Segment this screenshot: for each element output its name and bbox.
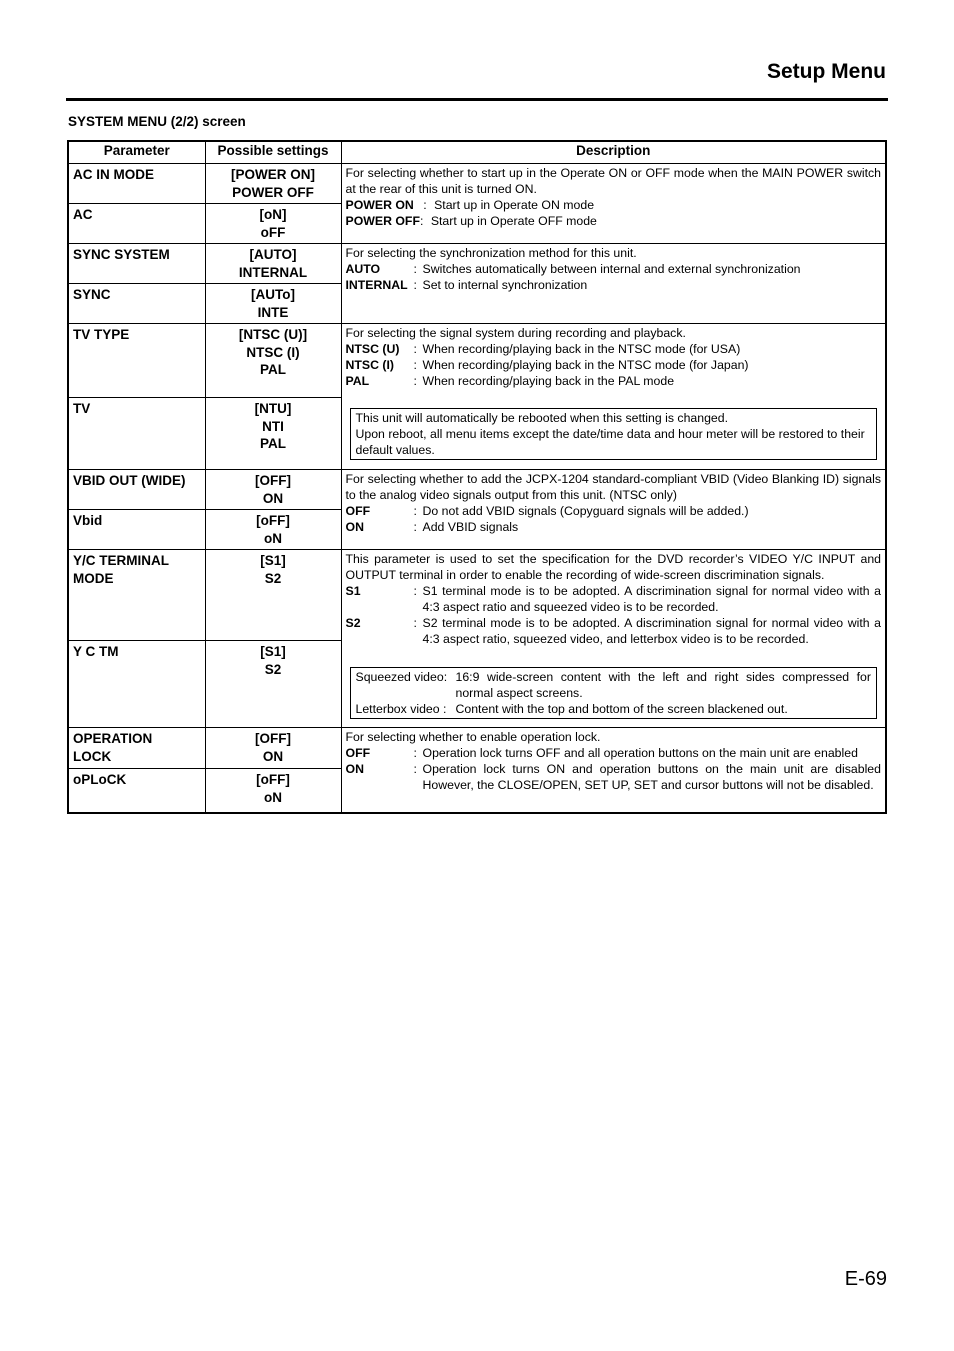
setting-value: [POWER ON] (231, 167, 315, 182)
setting-value: oN (264, 789, 282, 805)
setting-value: ON (262, 748, 284, 764)
param-name (68, 550, 205, 641)
table-row (68, 324, 886, 398)
note-box (350, 408, 878, 460)
param-description (341, 550, 886, 728)
param-name-line: Y/C TERMINAL (73, 553, 169, 568)
option-sep: : (413, 504, 417, 518)
option-sep: : (413, 358, 417, 372)
setting-value: POWER OFF (232, 184, 314, 200)
option-sep: : (413, 520, 417, 534)
option-sep: : (423, 198, 427, 212)
option-row (346, 503, 882, 519)
description-text: For selecting the synchronization method for this unit. (345, 246, 637, 260)
option-key: S2 (345, 616, 361, 630)
description-text: For selecting the signal system during recording and playback. (345, 326, 686, 340)
option-row (346, 277, 882, 293)
setting-abbreviations (205, 769, 341, 813)
option-row (346, 197, 882, 213)
table-row (68, 470, 886, 510)
setting-value: [oFF] (256, 513, 290, 528)
param-name (68, 728, 205, 769)
option-text: When recording/playing back in the NTSC mode (for USA) (422, 342, 741, 356)
param-description (341, 728, 886, 813)
setting-value: [oFF] (256, 772, 290, 787)
note-text: 16:9 wide-screen content with the left and right sides compressed for normal aspect screens. (455, 670, 871, 700)
description-text: This parameter is used to set the specification for the DVD recorder’s VIDEO Y/C INPUT and OUTPUT terminal in order to enable the recording of wide-screen discrimination signals. (345, 552, 881, 582)
option-row (346, 745, 882, 761)
param-name-line: LOCK (73, 749, 112, 764)
setting-abbreviations (205, 510, 341, 550)
page-title: Setup Menu (767, 60, 886, 83)
param-name-line: OPERATION (73, 731, 153, 746)
setting-value: ON (262, 490, 284, 506)
option-text: Switches automatically between internal and external synchronization (422, 262, 801, 276)
setting-values (205, 470, 341, 510)
option-key: S1 (345, 584, 361, 598)
param-description (341, 164, 886, 244)
setting-value: [AUTO] (249, 247, 297, 262)
setting-abbreviations (205, 641, 341, 728)
setting-value: [S1] (260, 553, 286, 568)
option-text: When recording/playing back in the NTSC mode (for Japan) (422, 358, 749, 372)
option-sep: : (413, 762, 417, 776)
note-box (350, 667, 878, 719)
param-name: SYNC SYSTEM (68, 244, 205, 284)
param-description (341, 244, 886, 324)
option-text: Set to internal synchronization (422, 278, 588, 292)
setting-values (205, 164, 341, 204)
option-key: INTERNAL (345, 278, 408, 292)
option-key: NTSC (U) (345, 342, 400, 356)
option-sep: : (413, 342, 417, 356)
setting-value: PAL (260, 362, 286, 377)
option-key: PAL (345, 374, 370, 388)
column-header-settings: Possible settings (205, 141, 341, 164)
option-text: Operation lock turns ON and operation buttons on the main unit are disabled However, the CLOSE/OPEN, SET UP, SET and cursor buttons will not be disabled. (422, 762, 881, 792)
table-row (68, 164, 886, 204)
param-abbreviation: SYNC (68, 284, 205, 324)
option-row (346, 261, 882, 277)
column-header-parameter: Parameter (68, 141, 205, 164)
param-description (341, 470, 886, 550)
setting-value: PAL (260, 436, 286, 451)
param-abbreviation: AC (68, 204, 205, 244)
setting-value: [NTSC (U)] (238, 327, 308, 342)
setting-value: INTERNAL (238, 264, 308, 280)
option-text: Do not add VBID signals (Copyguard signals will be added.) (422, 504, 749, 518)
param-abbreviation: oPLoCK (68, 769, 205, 813)
option-sep: : (413, 278, 417, 292)
option-text: When recording/playing back in the PAL mode (422, 374, 675, 388)
option-row (346, 341, 882, 357)
setting-abbreviations (205, 204, 341, 244)
param-name: AC IN MODE (68, 164, 205, 204)
setting-value: oFF (260, 224, 286, 240)
option-row (346, 213, 882, 229)
settings-table (67, 140, 887, 814)
param-name: VBID OUT (WIDE) (68, 470, 205, 510)
option-key: POWER OFF (345, 214, 420, 228)
note-key: Squeezed video: (355, 670, 448, 684)
option-row (346, 761, 882, 793)
option-sep: : (413, 262, 417, 276)
table-header-row (68, 141, 886, 164)
setting-values (205, 550, 341, 641)
setting-value: [OFF] (255, 731, 291, 746)
param-name-line: MODE (73, 571, 114, 586)
option-text: S2 terminal mode is to be adopted. A discrimination signal for normal video with a 4:3 aspect ratio, squeezed video, and letterbox video is to be recorded. (422, 616, 881, 646)
option-key: ON (345, 762, 364, 776)
column-header-description: Description (341, 141, 886, 164)
setting-value: [oN] (259, 207, 287, 222)
setting-values (205, 244, 341, 284)
description-text: For selecting whether to start up in the Operate ON or OFF mode when the MAIN POWER switch at the rear of this unit is turned ON. (345, 166, 881, 196)
note-text: This unit will automatically be rebooted when this setting is changed. (355, 411, 729, 425)
description-text: For selecting whether to enable operation lock. (345, 730, 601, 744)
option-sep: : (419, 214, 424, 228)
table-row (68, 728, 886, 769)
setting-abbreviations (205, 398, 341, 470)
option-sep: : (413, 746, 417, 760)
option-row (346, 519, 882, 535)
setting-value: [AUTo] (251, 287, 295, 302)
option-text: Start up in Operate OFF mode (430, 214, 597, 228)
option-key: NTSC (I) (345, 358, 394, 372)
option-row (346, 373, 882, 389)
option-key: OFF (345, 504, 371, 518)
setting-value: [S1] (260, 644, 286, 659)
option-text: Start up in Operate ON mode (434, 198, 595, 212)
option-key: AUTO (345, 262, 381, 276)
param-abbreviation: Vbid (68, 510, 205, 550)
param-name: TV TYPE (68, 324, 205, 398)
option-text: Operation lock turns OFF and all operation buttons on the main unit are enabled (422, 746, 858, 760)
title-rule (66, 98, 888, 101)
section-title: SYSTEM MENU (2/2) screen (68, 114, 246, 129)
page-number: E-69 (844, 1268, 887, 1290)
option-sep: : (413, 616, 417, 630)
note-key: Letterbox video : (355, 702, 447, 716)
param-abbreviation: Y C TM (68, 641, 205, 728)
setting-value: S2 (264, 661, 282, 677)
param-description (341, 324, 886, 470)
note-text: Content with the top and bottom of the screen blackened out. (455, 702, 788, 716)
option-row (346, 583, 882, 615)
option-key: ON (345, 520, 364, 534)
option-text: Add VBID signals (422, 520, 519, 534)
note-text: Upon reboot, all menu items except the date/time data and hour meter will be restored to their default values. (355, 427, 865, 457)
option-sep: : (413, 374, 417, 388)
note-row (356, 669, 872, 701)
param-abbreviation: TV (68, 398, 205, 470)
setting-value: INTE (257, 304, 289, 320)
option-row (346, 357, 882, 373)
option-text: S1 terminal mode is to be adopted. A discrimination signal for normal video with a 4:3 aspect ratio and squeezed video is to be recorded. (422, 584, 881, 614)
setting-abbreviations (205, 284, 341, 324)
setting-value: [NTU] (254, 401, 292, 416)
setting-value: S2 (264, 570, 282, 586)
setting-value: oN (264, 530, 282, 546)
option-row (346, 615, 882, 647)
table-row (68, 550, 886, 641)
option-key: POWER ON (345, 198, 414, 212)
setting-values (205, 728, 341, 769)
description-text: For selecting whether to add the JCPX-1204 standard-compliant VBID (Video Blanking ID) signals to the analog video signals output from this unit. (NTSC only) (345, 472, 881, 502)
note-row (356, 701, 872, 717)
setting-value: [OFF] (255, 473, 291, 488)
table-row (68, 244, 886, 284)
setting-value: NTSC (I) (246, 344, 300, 360)
option-key: OFF (345, 746, 371, 760)
setting-values (205, 324, 341, 398)
option-sep: : (413, 584, 417, 598)
setting-value: NTI (262, 418, 284, 434)
